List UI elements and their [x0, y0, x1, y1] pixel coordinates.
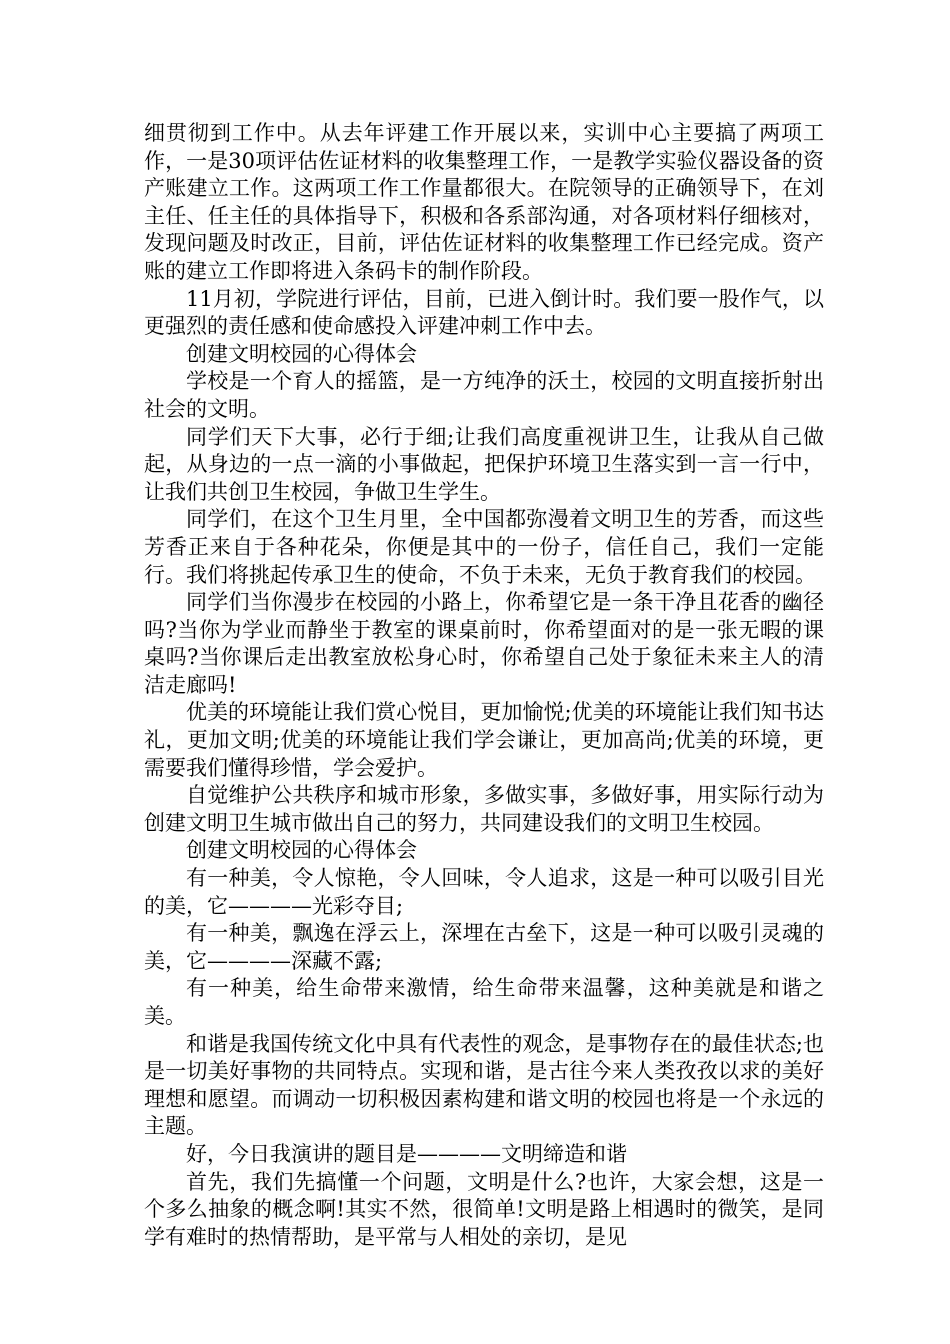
paragraph: 11月初，学院进行评估，目前，已进入倒计时。我们要一股作气，以更强烈的责任感和使命感投入评建冲刺工作中去。: [144, 286, 824, 339]
section-heading: 创建文明校园的心得体会: [186, 341, 417, 366]
paragraph: 同学们当你漫步在校园的小路上，你希望它是一条干净且花香的幽径吗?当你为学业而静坐于教室的课桌前时，你希望面对的是一张无暇的课桌吗?当你课后走出教室放松身心时，你希望自己处于象征未来主人的清洁走廊吗!: [144, 590, 824, 697]
paragraph: 有一种美，给生命带来激情，给生命带来温馨，这种美就是和谐之美。: [144, 976, 824, 1028]
paragraph: 优美的环境能让我们赏心悦目，更加愉悦;优美的环境能让我们知书达礼，更加文明;优美的环境能让我们学会谦让，更加高尚;优美的环境，更需要我们懂得珍惜，学会爱护。: [144, 700, 824, 780]
paragraph: 学校是一个育人的摇篮，是一方纯净的沃土，校园的文明直接折射出社会的文明。: [144, 369, 824, 421]
paragraph: 自觉维护公共秩序和城市形象，多做实事，多做好事，用实际行动为创建文明卫生城市做出自己的努力，共同建设我们的文明卫生校园。: [144, 783, 824, 835]
paragraph: 好，今日我演讲的题目是————文明缔造和谐: [186, 1141, 627, 1166]
section-heading: 创建文明校园的心得体会: [186, 838, 417, 863]
paragraph: 和谐是我国传统文化中具有代表性的观念，是事物存在的最佳状态;也是一切美好事物的共同特点。实现和谐，是古往今来人类孜孜以求的美好理想和愿望。而调动一切积极因素构建和谐文明的校园也将是一个永远的主题。: [144, 1031, 824, 1139]
paragraph: 有一种美，飘逸在浮云上，深埋在古垒下，这是一种可以吸引灵魂的美，它————深藏不露;: [144, 921, 824, 973]
paragraph: 首先，我们先搞懂一个问题，文明是什么?也许，大家会想，这是一个多么抽象的概念啊!其实不然，很简单!文明是路上相遇时的微笑，是同学有难时的热情帮助，是平常与人相处的亲切，是见: [144, 1169, 824, 1249]
paragraph: 同学们天下大事，必行于细;让我们高度重视讲卫生，让我从自己做起，从身边的一点一滴的小事做起，把保护环境卫生落实到一言一行中，让我们共创卫生校园，争做卫生学生。: [144, 424, 824, 504]
paragraph: 同学们，在这个卫生月里，全中国都弥漫着文明卫生的芳香，而这些芳香正来自于各种花朵，你便是其中的一份子，信任自己，我们一定能行。我们将挑起传承卫生的使命，不负于未来，无负于教育我们的校园。: [144, 507, 824, 587]
paragraph: 有一种美，令人惊艳，令人回味，令人追求，这是一种可以吸引目光的美，它————光彩夺目;: [144, 866, 824, 918]
document-body: [144, 120, 824, 1251]
paragraph: 细贯彻到工作中。从去年评建工作开展以来，实训中心主要搞了两项工作，一是30项评估佐证材料的收集整理工作，一是教学实验仪器设备的资产账建立工作。这两项工作工作量都很大。在院领导的正确领导下，在刘主任、任主任的具体指导下，积极和各系部沟通，对各项材料仔细核对，发现问题及时改正，目前，评估佐证材料的收集整理工作已经完成。资产账的建立工作即将进入条码卡的制作阶段。: [144, 121, 824, 283]
